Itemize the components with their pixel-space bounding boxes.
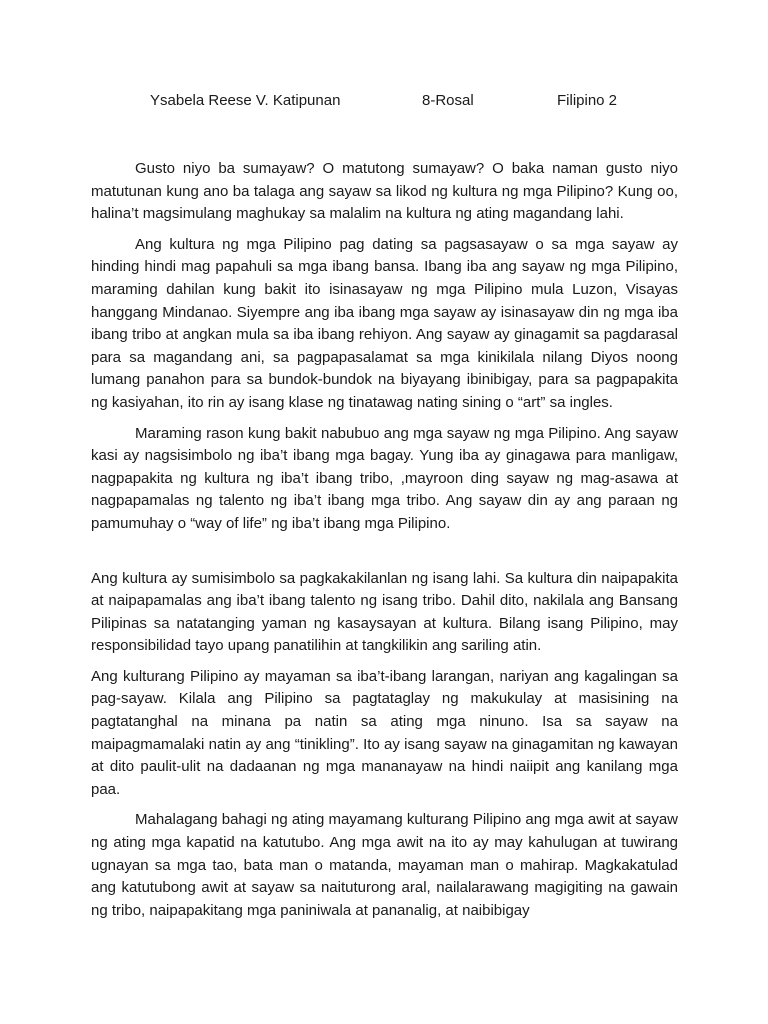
paragraph-4: Ang kultura ay sumisimbolo sa pagkakakilanlan ng isang lahi. Sa kultura din naipapakita at naipapamalas ang iba’t ibang talento ng isang tribo. Dahil dito, nakilala ang Bansang Pilipinas sa natatanging yaman ng kasaysayan at kultura. Bilang isang Pilipino, may responsibilidad tayo upang panatilihin at tangkilikin ang sariling atin. <box>91 569 678 655</box>
paragraph-5: Ang kulturang Pilipino ay mayaman sa iba’t-ibang larangan, nariyan ang kagalingan sa pag-sayaw. Kilala ang Pilipino sa pagtataglay ng makukulay at masisining na pagtatanghal na minana pa natin sa ating mga ninuno. Isa sa sayaw na maipagmamalaki natin ay ang “tinikling”. Ito ay isang sayaw na ginagamitan ng kawayan at dito paulit-ulit na dadaanan ng mga mananayaw na hindi naiipit ang kanilang mga paa. <box>91 667 678 798</box>
paragraph-1: Gusto niyo ba sumayaw? O matutong sumayaw? O baka naman gusto niyo matutunan kung ano ba talaga ang sayaw sa likod ng kultura ng mga Pilipino? Kung oo, halina’t magsimulang maghukay sa malalim na kultura ng ating magandang lahi. <box>91 160 678 223</box>
document-header <box>0 92 768 112</box>
class-section: 8-Rosal <box>422 92 474 109</box>
paragraph-2: Ang kultura ng mga Pilipino pag dating sa pagsasayaw o sa mga sayaw ay hinding hindi mag papahuli sa mga ibang bansa. Ibang iba ang sayaw ng mga Pilipino, maraming dahilan kung bakit ito isinasayaw ng mga Pilipino mula Luzon, Visayas hanggang Mindanao. Siyempre ang iba ibang mga sayaw ay isinasayaw din ng mga iba ibang tribo at angkan mula sa iba ibang rehiyon. Ang sayaw ay ginagamit sa pagdarasal para sa magandang ani, sa pagpapasalamat sa mga kinikilala nilang Diyos noong lumang panahon para sa bundok-bundok na biyayang ibinibigay, para sa pagpapakita ng kasiyahan, ito rin ay isang klase ng tinatawag nating sining o “art” sa ingles. <box>91 235 678 411</box>
author-name: Ysabela Reese V. Katipunan <box>150 92 341 109</box>
subject-name: Filipino 2 <box>557 92 618 109</box>
paragraph-3: Maraming rason kung bakit nabubuo ang mga sayaw ng mga Pilipino. Ang sayaw kasi ay nagsisimbolo ng iba’t ibang mga bagay. Yung iba ay ginagawa para manligaw, nagpapakita ng kultura ng iba’t ibang tribo, ,mayroon ding sayaw ng mag-asawa at nagpapamalas ng talento ng iba’t ibang mga tribo. Ang sayaw din ay ang paraan ng pamumuhay o “way of life” ng iba’t ibang mga Pilipino. <box>91 424 678 532</box>
paragraph-6: Mahalagang bahagi ng ating mayamang kulturang Pilipino ang mga awit at sayaw ng ating mga kapatid na katutubo. Ang mga awit na ito ay may kahulugan at tuwirang ugnayan sa mga tao, bata man o matanda, mayaman man o mahirap. Magkakatulad ang katutubong awit at sayaw sa naituturong aral, nailalarawang magigiting na gawain ng tribo, naipapakitang mga paniniwala at pananalig, at naibibigay <box>91 811 678 919</box>
document-body <box>91 158 678 922</box>
